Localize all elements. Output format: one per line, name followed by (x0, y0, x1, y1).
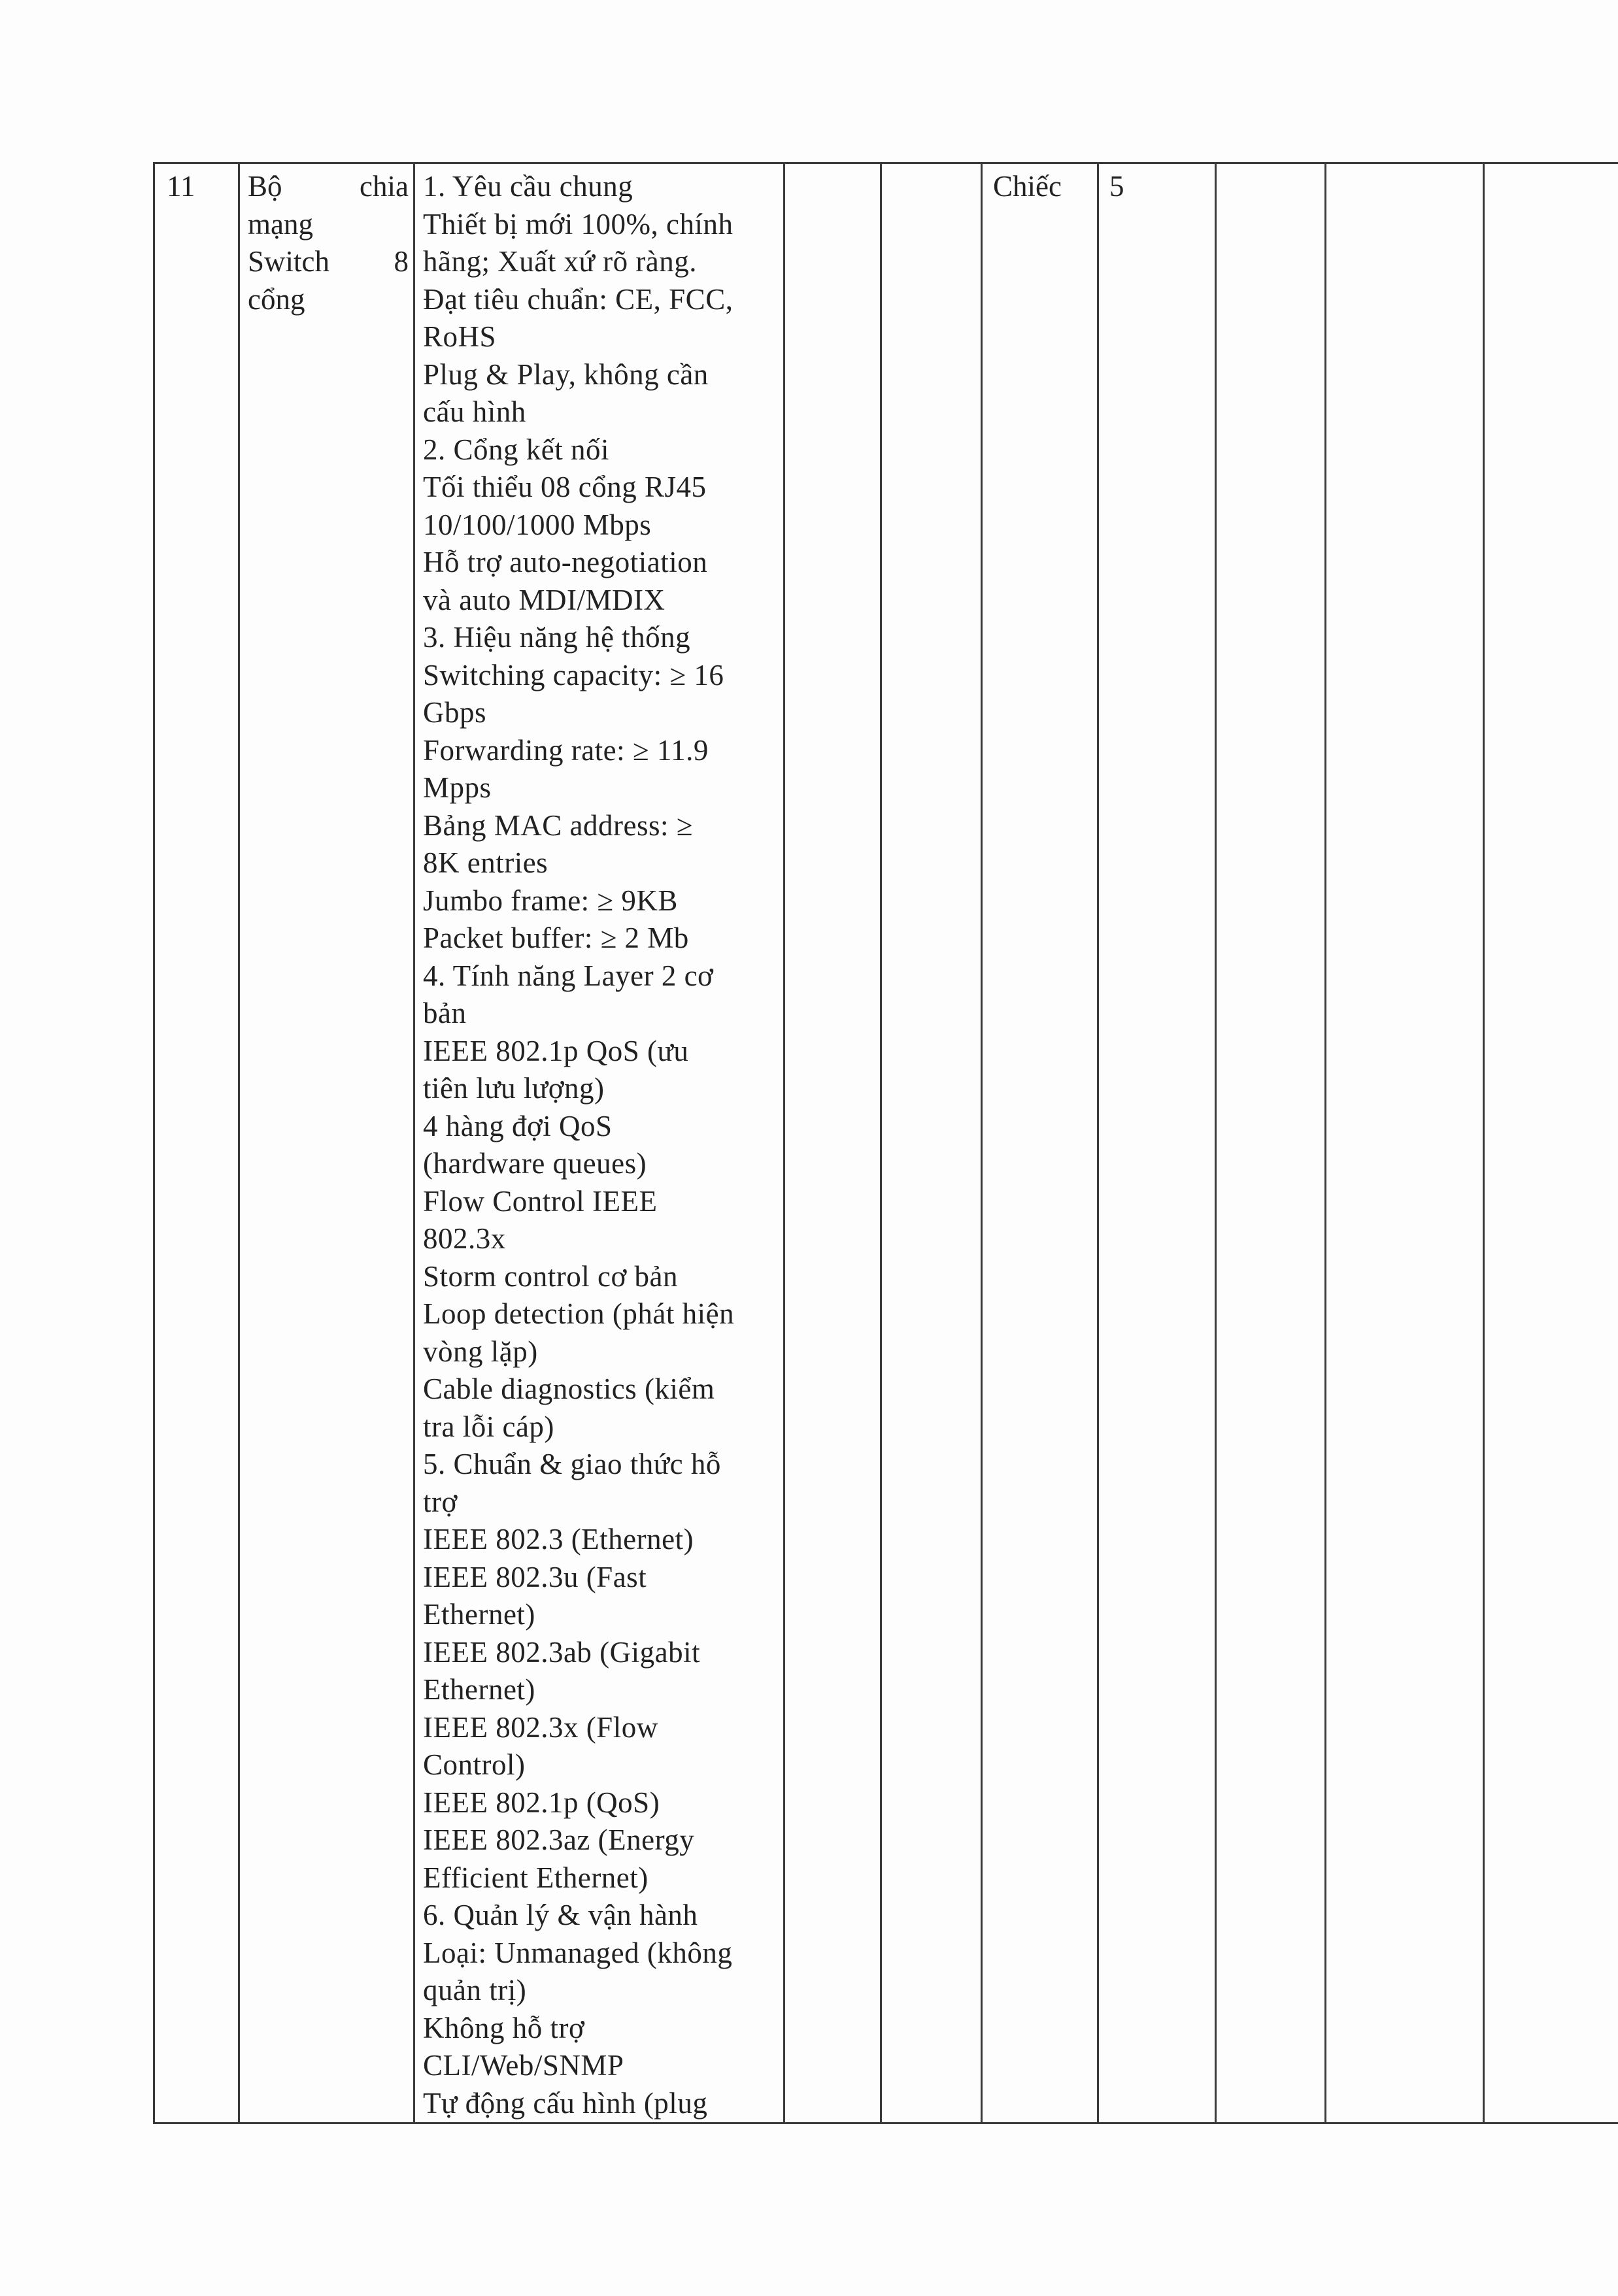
spec-line: Flow Control IEEE (423, 1184, 658, 1218)
unit: Chiếc (993, 170, 1062, 203)
item-name-line (248, 206, 409, 244)
spec-line: Ethernet) (423, 1673, 535, 1706)
spec-line: Mpps (423, 771, 492, 804)
spec-line: Forwarding rate: ≥ 11.9 (423, 733, 709, 767)
spec-line: IEEE 802.3u (Fast (423, 1560, 647, 1593)
spec-line: IEEE 802.1p QoS (ưu (423, 1034, 689, 1067)
spec-line: trợ (423, 1485, 458, 1518)
spec-line: Loại: Unmanaged (không (423, 1936, 733, 1969)
spec-line: RoHS (423, 320, 497, 353)
item-name-line (248, 281, 409, 319)
spec-line: Hỗ trợ auto-negotiation (423, 546, 708, 578)
item-name-word: 8 (394, 245, 409, 278)
spec-line: IEEE 802.1p (QoS) (423, 1786, 660, 1819)
spec-line: IEEE 802.3az (Energy (423, 1823, 695, 1856)
technical-spec-cell (414, 163, 784, 2123)
spec-line: tra lỗi cáp) (423, 1410, 554, 1443)
spec-line: 4. Tính năng Layer 2 cơ (423, 959, 714, 992)
spec-line: cấu hình (423, 395, 526, 428)
spec-line: Không hỗ trợ (423, 2011, 585, 2044)
quantity-cell (1098, 163, 1216, 2123)
spec-line: quản trị) (423, 1974, 527, 2006)
spec-line: Loop detection (phát hiện (423, 1297, 735, 1330)
spec-line: CLI/Web/SNMP (423, 2049, 624, 2082)
empty-cell (1216, 163, 1326, 2123)
spec-line: Packet buffer: ≥ 2 Mb (423, 922, 689, 954)
empty-cell (1484, 163, 1618, 2123)
spec-line: Jumbo frame: ≥ 9KB (423, 884, 678, 917)
table-row (154, 163, 1618, 2123)
spec-line: (hardware queues) (423, 1147, 647, 1180)
spec-line: Bảng MAC address: ≥ (423, 808, 693, 842)
spec-line: IEEE 802.3x (Flow (423, 1710, 658, 1744)
spec-line: Storm control cơ bản (423, 1259, 678, 1293)
spec-line: 6. Quản lý & vận hành (423, 1899, 698, 1931)
item-name-word: Switch (248, 245, 330, 278)
spec-line: 1. Yêu cầu chung (423, 170, 633, 203)
spec-line: Efficient Ethernet) (423, 1861, 649, 1894)
spec-line: Plug & Play, không cần (423, 358, 709, 391)
spec-line: Switching capacity: ≥ 16 (423, 658, 724, 691)
empty-cell (784, 163, 881, 2123)
spec-line: Cable diagnostics (kiểm (423, 1373, 715, 1405)
spec-line: Tối thiểu 08 cổng RJ45 (423, 471, 707, 503)
spec-line: IEEE 802.3 (Ethernet) (423, 1523, 694, 1556)
empty-cell (881, 163, 982, 2123)
spec-line: bản (423, 997, 467, 1029)
spec-line: 2. Cổng kết nối (423, 433, 609, 466)
spec-line: 3. Hiệu năng hệ thống (423, 621, 691, 654)
item-name-word: Bộ (248, 170, 282, 203)
row-number-cell (154, 163, 239, 2123)
technical-spec-text (423, 168, 777, 2122)
item-name-line (248, 243, 409, 281)
spec-line: 8K entries (423, 846, 548, 879)
spec-line: IEEE 802.3ab (Gigabit (423, 1635, 701, 1669)
spec-line: Gbps (423, 696, 487, 729)
spec-line: tiên lưu lượng) (423, 1072, 605, 1105)
spec-line: vòng lặp) (423, 1335, 538, 1368)
spec-line: 802.3x (423, 1222, 506, 1255)
item-name-word: chia (360, 170, 409, 203)
spec-line: Tự động cấu hình (plug (423, 2086, 708, 2120)
item-name-cell (239, 163, 414, 2123)
spec-line: Ethernet) (423, 1598, 535, 1631)
item-name-line (248, 168, 409, 206)
spec-line: 4 hàng đợi QoS (423, 1109, 613, 1142)
spec-line: 10/100/1000 Mbps (423, 508, 652, 541)
spec-line: Thiết bị mới 100%, chính (423, 207, 733, 241)
spec-line: Control) (423, 1748, 526, 1781)
row-number: 11 (167, 170, 195, 203)
spec-line: Đạt tiêu chuẩn: CE, FCC, (423, 282, 733, 316)
item-name-word: cổng (248, 282, 305, 316)
empty-cell (1326, 163, 1484, 2123)
unit-cell (982, 163, 1098, 2123)
spec-line: hãng; Xuất xứ rõ ràng. (423, 245, 698, 278)
item-name-word: mạng (248, 207, 313, 241)
spec-line: 5. Chuẩn & giao thức hỗ (423, 1448, 721, 1480)
quantity: 5 (1109, 170, 1124, 203)
specification-table (153, 162, 1618, 2124)
spec-line: và auto MDI/MDIX (423, 583, 666, 616)
